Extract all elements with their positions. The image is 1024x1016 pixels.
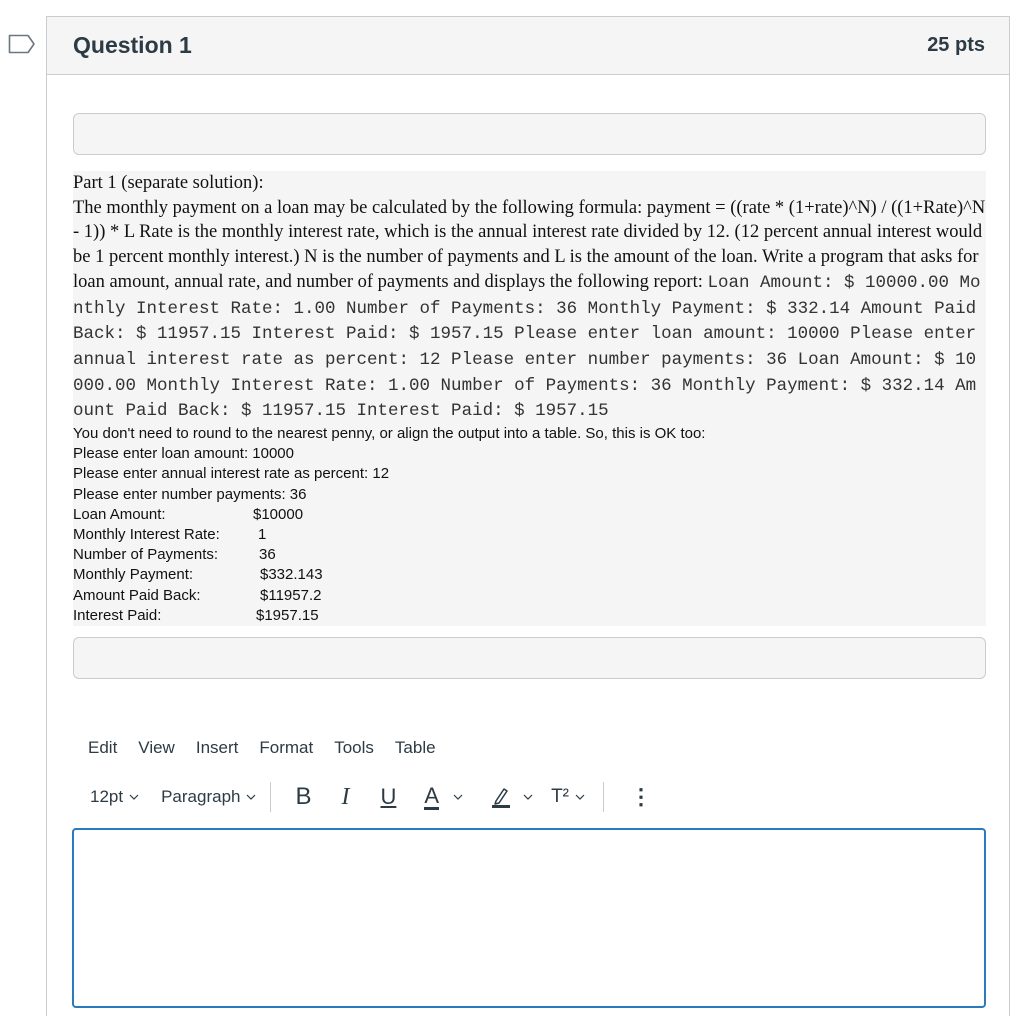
prompt-line-2: Please enter annual interest rate as percent: 12	[73, 465, 390, 483]
output-label: Loan Amount:	[73, 505, 166, 523]
note-text: You don't need to round to the nearest penny, or align the output into a table. So, this is OK too:	[73, 425, 706, 443]
output-label: Number of Payments:	[73, 546, 219, 564]
output-value: 36	[259, 546, 276, 564]
problem-description	[73, 196, 986, 424]
output-row	[73, 505, 986, 525]
rich-text-editor-area[interactable]	[72, 828, 986, 1008]
italic-icon: I	[341, 783, 350, 810]
prompt-line-3: Please enter number payments: 36	[73, 485, 307, 503]
output-label: Interest Paid:	[73, 606, 162, 624]
output-value: $10000	[253, 505, 304, 523]
problem-paragraph: The monthly payment on a loan may be calculated by the following formula: payment = ((rate * (1+rate)^N) / ((1+Rate)^N - 1)) * L Rate is the monthly interest rate, which is the annual interest rate divided by 12. (12 percent annual interest would be 1 percent monthly interest.) N is the number of payments and L is the amount of the loan. Write a program that asks for loan amount, annual rate, and number of payments and displays the following report:	[73, 197, 986, 292]
chevron-down-icon	[246, 792, 256, 802]
superscript-button[interactable]	[551, 786, 585, 808]
sample-report-code: Loan Amount: $ 10000.00 Monthly Interest Rate: 1.00 Number of Payments: 36 Monthly Payment: $ 332.14 Amount Paid Back: $ 11957.15 Interest Paid: $ 1957.15 Please enter loan amount: 10000 Please enter annual interest rate as percent: 12 Please enter number payments: 36 Loan Amount: $ 10000.00 Monthly Interest Rate: 1.00 Number of Payments: 36 Monthly Payment: $ 332.14 Amount Paid Back: $ 11957.15 Interest Paid: $ 1957.15	[73, 272, 981, 422]
output-label: Monthly Payment:	[73, 566, 194, 584]
flag-question-icon[interactable]	[8, 34, 36, 54]
chevron-down-icon	[129, 792, 139, 802]
alternative-output-example	[73, 424, 986, 626]
font-size-dropdown[interactable]	[90, 787, 139, 807]
output-value: 1	[258, 526, 267, 544]
prompt-line-1: Please enter loan amount: 10000	[73, 445, 294, 463]
empty-content-box-bottom	[73, 637, 986, 679]
output-value: $11957.2	[260, 586, 322, 604]
font-size-value: 12pt	[90, 787, 124, 806]
menu-edit[interactable]: Edit	[88, 738, 118, 757]
text-color-button[interactable]	[424, 782, 463, 810]
output-row	[73, 565, 986, 585]
question-text	[73, 171, 986, 626]
chevron-down-icon	[575, 792, 585, 802]
question-header	[47, 17, 1009, 75]
block-format-dropdown[interactable]	[161, 787, 256, 807]
empty-content-box-top	[73, 113, 986, 155]
part-heading: Part 1 (separate solution):	[73, 173, 264, 193]
chevron-down-icon	[523, 792, 533, 802]
block-format-value: Paragraph	[161, 787, 241, 806]
superscript-icon: T²	[551, 786, 570, 807]
underline-icon: U	[380, 784, 397, 809]
editor-menubar	[88, 738, 436, 758]
output-row	[73, 586, 986, 606]
more-vertical-icon: ⋮	[630, 784, 653, 809]
output-row	[73, 606, 986, 626]
menu-insert[interactable]: Insert	[195, 738, 239, 757]
toolbar-separator	[270, 782, 271, 812]
output-label: Monthly Interest Rate:	[73, 526, 220, 544]
editor-toolbar	[90, 782, 652, 812]
chevron-down-icon	[453, 792, 463, 802]
highlight-color-button[interactable]	[491, 786, 533, 808]
menu-tools[interactable]: Tools	[334, 738, 374, 757]
text-color-icon: A	[424, 782, 440, 808]
toolbar-separator	[603, 782, 604, 812]
output-row	[73, 525, 986, 545]
question-points: 25 pts	[927, 34, 985, 56]
output-row	[73, 545, 986, 565]
bold-icon: B	[295, 783, 312, 810]
menu-table[interactable]: Table	[394, 738, 436, 757]
menu-view[interactable]: View	[138, 738, 175, 757]
underline-button[interactable]	[381, 784, 397, 810]
highlighter-icon	[491, 786, 511, 808]
question-title: Question 1	[73, 32, 192, 58]
bold-button[interactable]	[295, 783, 311, 811]
more-options-button[interactable]	[630, 784, 652, 810]
output-label: Amount Paid Back:	[73, 586, 201, 604]
menu-format[interactable]: Format	[259, 738, 314, 757]
output-value: $1957.15	[256, 606, 319, 624]
italic-button[interactable]	[342, 784, 350, 811]
output-value: $332.143	[260, 566, 323, 584]
